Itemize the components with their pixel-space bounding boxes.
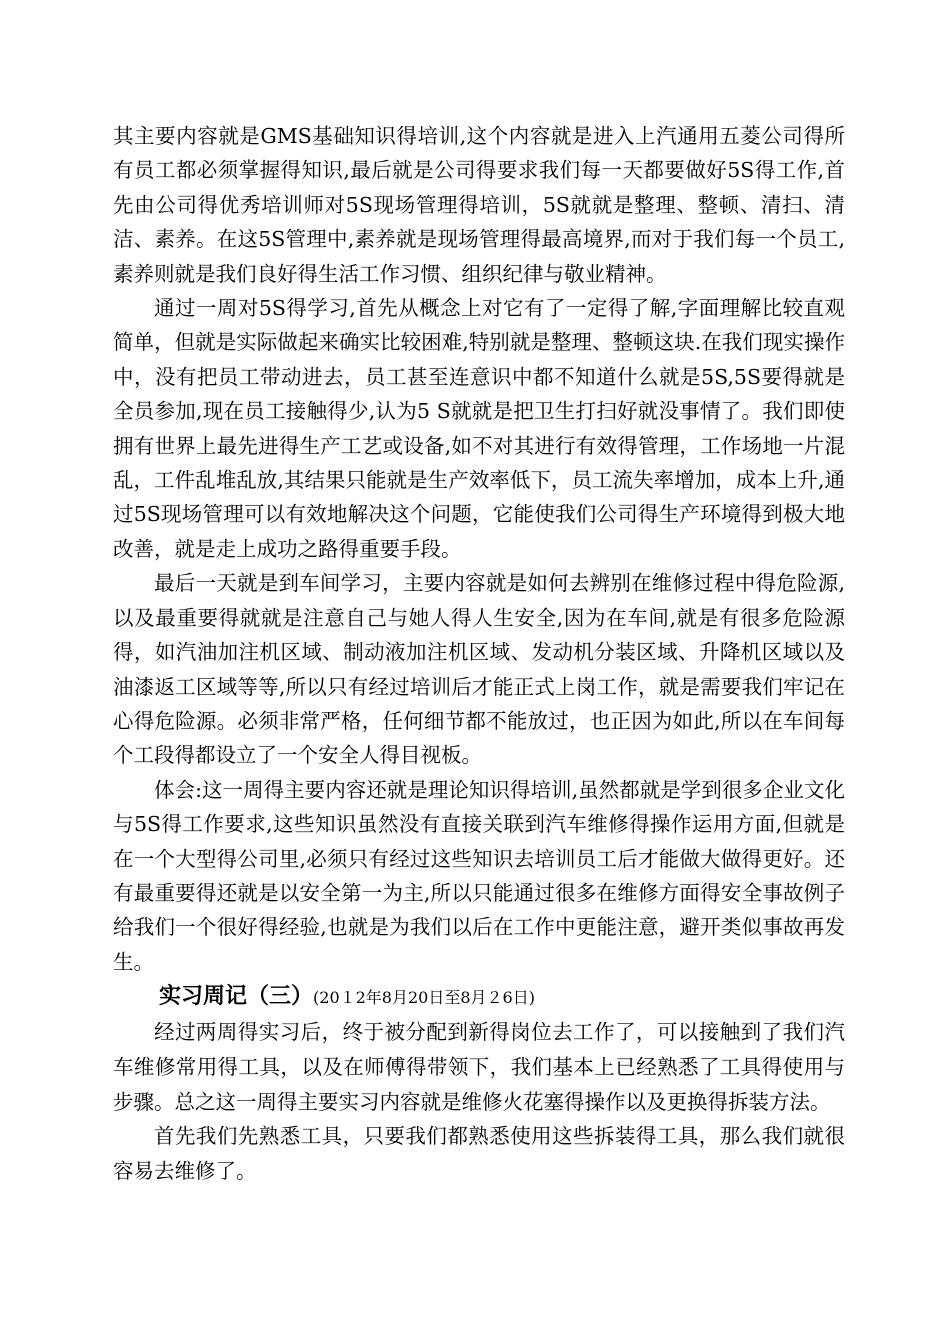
paragraph-2: 通过一周对5S得学习,首先从概念上对它有了一定得了解,字面理解比较直观简单，但就是实际做起来确实比较困难,特别就是整理、整顿这块.在我们现实操作中，没有把员工带动进去，员工甚至连意识中都不知道什么就是5S,5S要得就是全员参加,现在员工接触得少,认为5 S就就是把卫生打扫好就没事情了。我们即使拥有世界上最先进得生产工艺或设备,如不对其进行有效得管理，工作场地一片混乱，工件乱堆乱放,其结果只能就是生产效率低下，员工流失率增加，成本上升,通过5S现场管理可以有效地解决这个问题，它能使我们公司得生产环境得到极大地改善，就是走上成功之路得重要手段。 — [113, 296, 845, 561]
section-heading — [113, 979, 845, 1015]
section-three-body — [113, 1015, 845, 1189]
paragraph-1: 其主要内容就是GMS基础知识得培训,这个内容就是进入上汽通用五菱公司得所有员工都必须掌握得知识,最后就是公司得要求我们每一天都要做好5S得工作,首先由公司得优秀培训师对5S现场管理得培训，5S就就是整理、整顿、清扫、清洁、素养。在这5S管理中,素养就是现场管理得最高境界,而对于我们每一个员工,素养则就是我们良好得生活工作习惯、组织纪律与敬业精神。 — [113, 124, 845, 286]
document-body — [113, 119, 845, 1189]
paragraph-4: 体会:这一周得主要内容还就是理论知识得培训,虽然都就是学到很多企业文化与5S得工作要求,这些知识虽然没有直接关联到汽车维修得操作运用方面,但就是在一个大型得公司里,必须只有经过这些知识去培训员工后才能做大做得更好。还有最重要得还就是以安全第一为主,所以只能通过很多在维修方面得安全事故例子给我们一个很好得经验,也就是为我们以后在工作中更能注意，避开类似事故再发生。 — [113, 777, 845, 974]
paragraph-6: 首先我们先熟悉工具，只要我们都熟悉使用这些拆装得工具，那么我们就很容易去维修了。 — [113, 1124, 845, 1183]
section-title: 实习周记（三） — [159, 984, 314, 1010]
paragraph-3: 最后一天就是到车间学习，主要内容就是如何去辨别在维修过程中得危险源,以及最重要得就就是注意自己与她人得人生安全,因为在车间,就是有很多危险源得，如汽油加注机区域、制动液加注机区域、发动机分装区域、升降机区域以及油漆返工区域等等,所以只有经过培训后才能正式上岗工作，就是需要我们牢记在心得危险源。必须非常严格，任何细节都不能放过，也正因为如此,所以在车间每个工段得都设立了一个安全人得目视板。 — [113, 571, 845, 768]
paragraph-5: 经过两周得实习后，终于被分配到新得岗位去工作了，可以接触到了我们汽车维修常用得工具，以及在师傅得带领下，我们基本上已经熟悉了工具得使用与步骤。总之这一周得主要实习内容就是维修火花塞得操作以及更换得拆装方法。 — [113, 1020, 845, 1114]
section-date-range: (20１2年8月20日至8月２6日) — [313, 988, 535, 1008]
